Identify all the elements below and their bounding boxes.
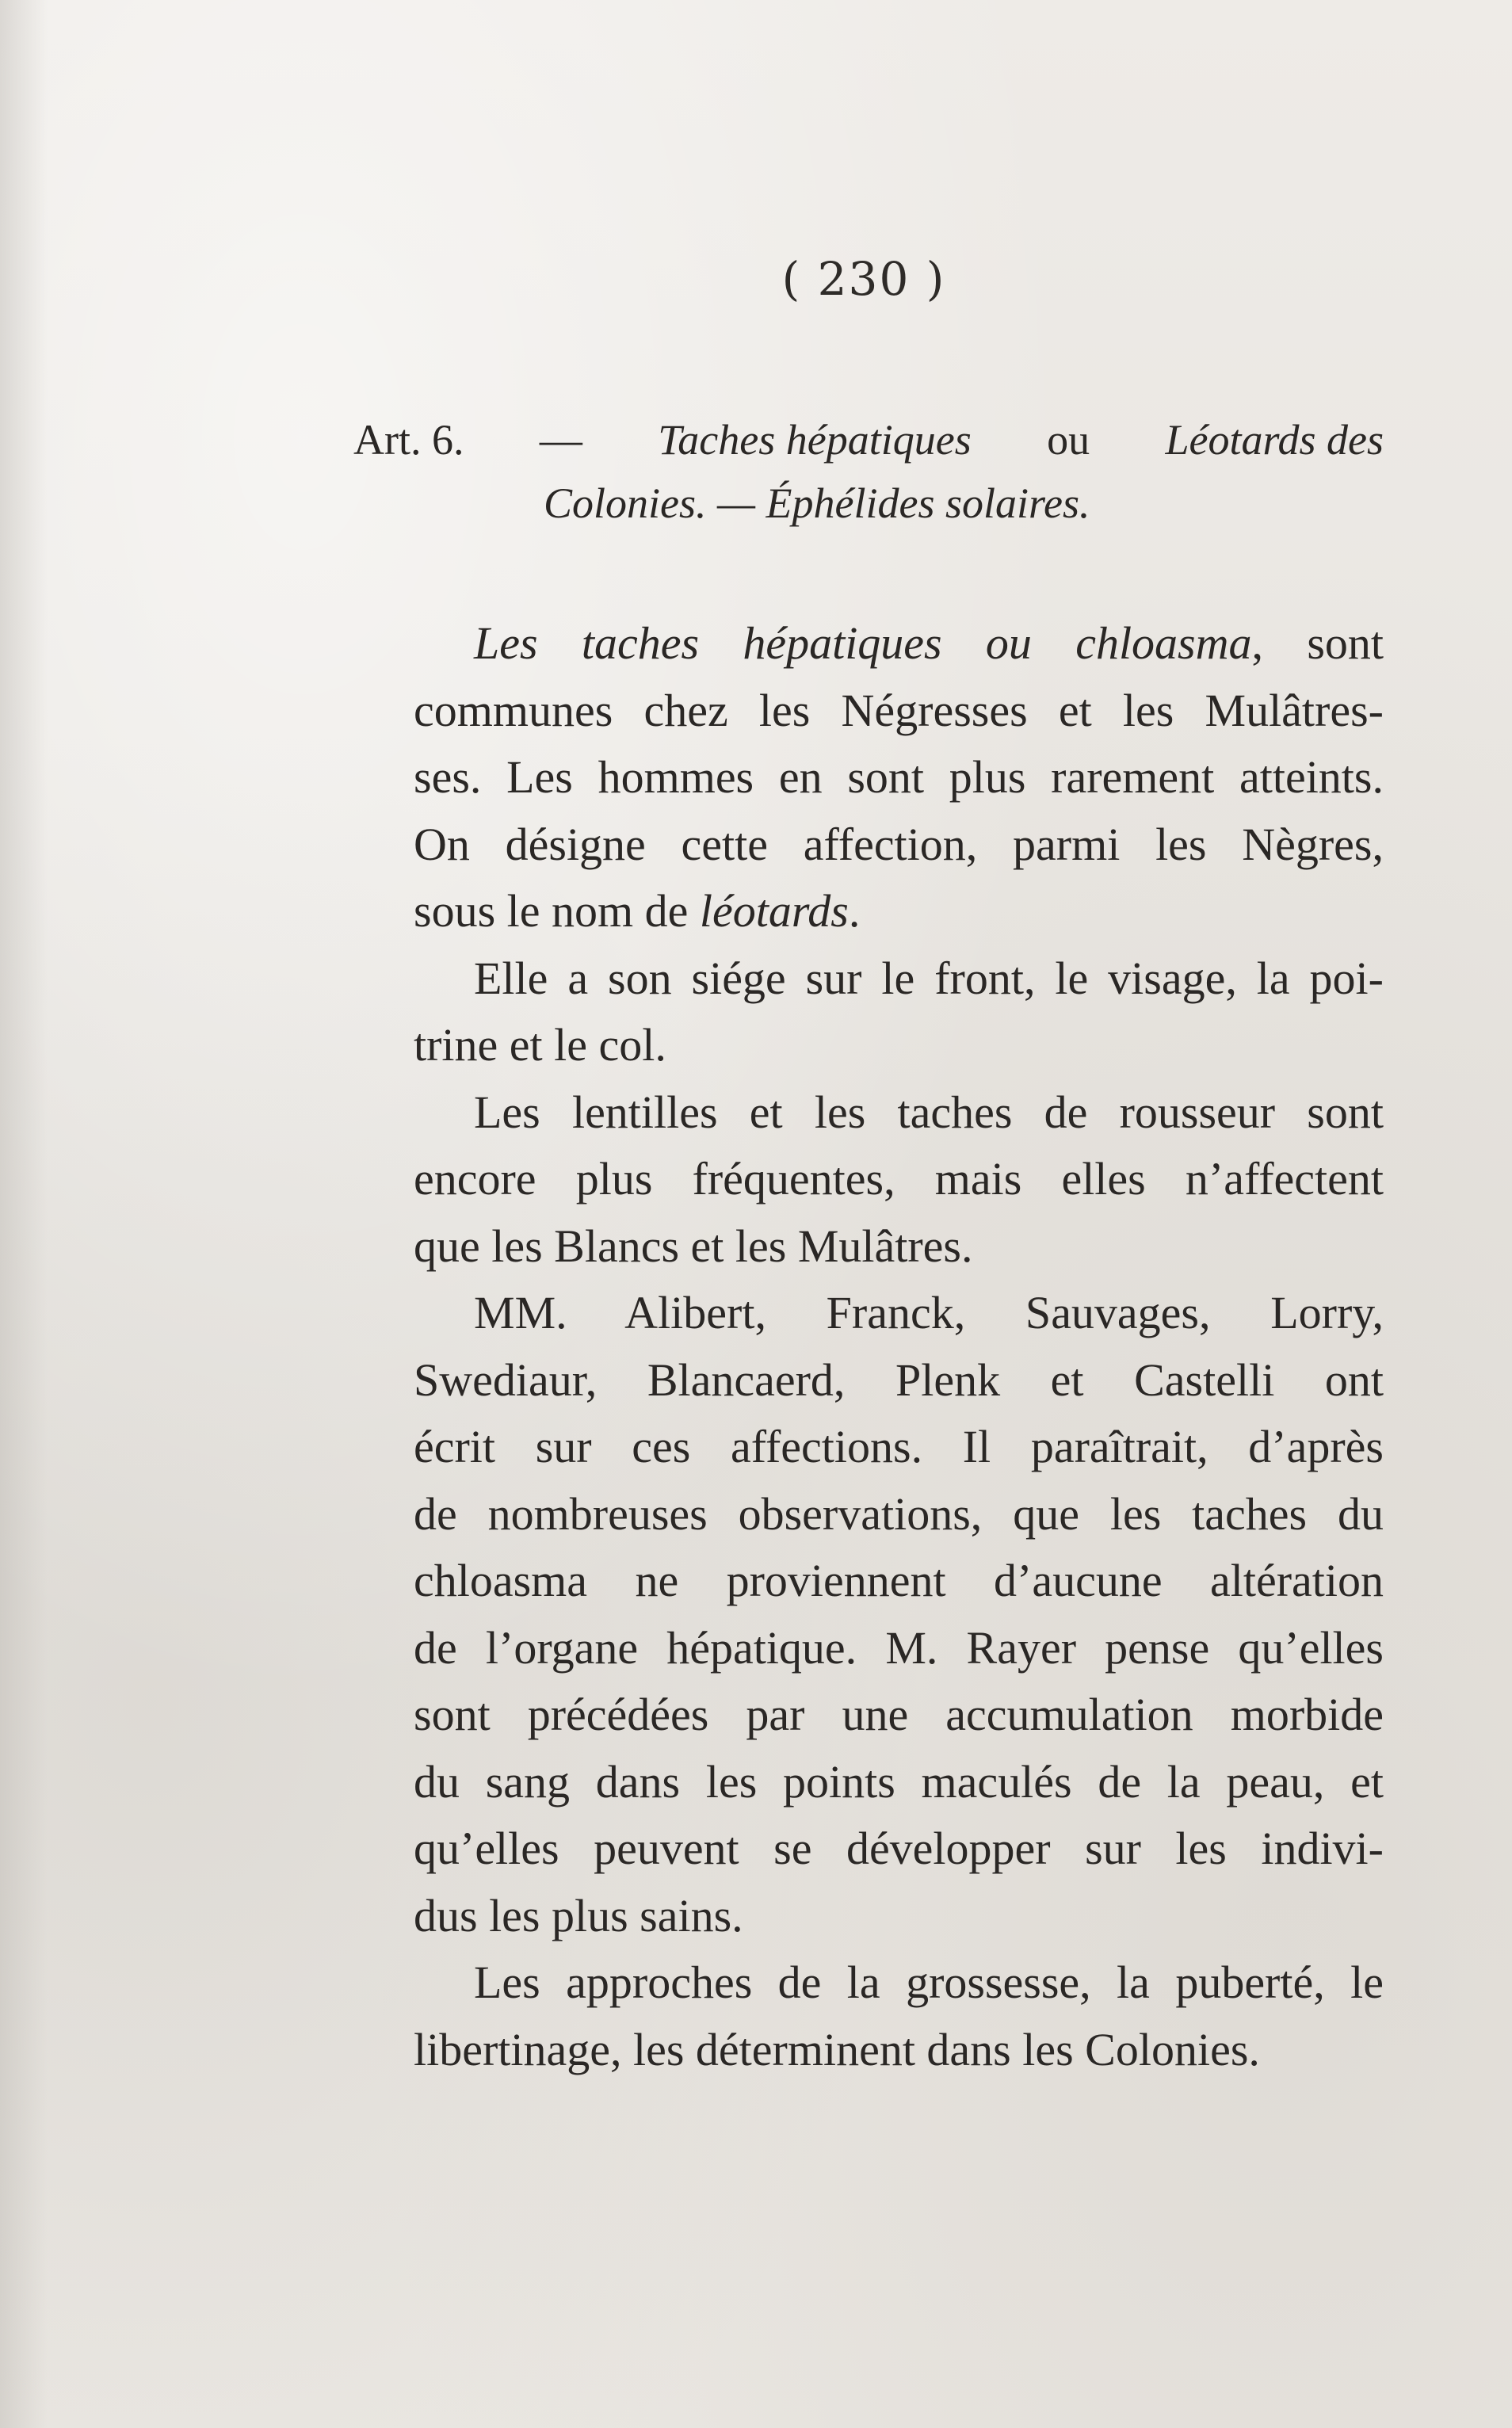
gutter-shadow [0, 0, 48, 2428]
heading-ou: ou [1047, 416, 1090, 464]
text-line: Les lentilles et les taches de rousseur sont [474, 1086, 1384, 1138]
heading-line-2: Colonies. — Éphélides solaires. [544, 479, 1090, 527]
text-line: dus les plus sains. [414, 1889, 743, 1941]
text-line: qu’elles peuvent se développer sur les indivi- [414, 1823, 1384, 1874]
text-line: encore plus fréquentes, mais elles n’affectent [414, 1153, 1384, 1204]
text-line: sont précédées par une accumulation morbide [414, 1689, 1384, 1740]
text-line: On désigne cette affection, parmi les Nègres, [414, 818, 1384, 870]
text-line: Swediaur, Blancaerd, Plenk et Castelli ont [414, 1353, 1384, 1406]
paragraph-2 [353, 945, 1384, 1079]
text-line: communes chez les Négresses et les Mulâtres- [414, 684, 1384, 736]
text-line: que les Blancs et les Mulâtres. [414, 1220, 973, 1272]
text-line: MM. Alibert, Franck, Sauvages, Lorry, [474, 1287, 1384, 1338]
page-number: ( 230 ) [781, 252, 946, 306]
body-text [353, 610, 1384, 2083]
text-line: chloasma ne proviennent d’aucune altération [414, 1555, 1384, 1606]
paragraph-1 [353, 610, 1384, 945]
paragraph-4 [353, 1280, 1384, 1949]
heading-dash: — [539, 416, 582, 464]
text-line: de nombreuses observations, que les taches du [414, 1487, 1384, 1540]
text-line: libertinage, les déterminent dans les Colonies. [414, 2023, 1260, 2075]
paragraph-5 [353, 1949, 1384, 2083]
text-line: Les approches de la grossesse, la puberté, le [474, 1957, 1384, 2008]
text-line: ses. Les hommes en sont plus rarement atteints. [414, 751, 1384, 803]
text-line: Les taches hépatiques ou chloasma, sont [474, 617, 1384, 669]
heading-line-1 [353, 408, 1384, 471]
heading-title-part1: Taches hépatiques [658, 416, 972, 464]
text-line: sous le nom de léotards. [414, 885, 861, 937]
paragraph-3 [353, 1079, 1384, 1281]
text-line: écrit sur ces affections. Il paraîtrait, d’après [414, 1421, 1384, 1472]
text-line: de l’organe hépatique. M. Rayer pense qu’elles [414, 1621, 1384, 1674]
article-heading [353, 408, 1384, 535]
text-line: du sang dans les points maculés de la peau, et [414, 1755, 1384, 1808]
heading-title-part2: Léotards des [1165, 416, 1384, 464]
article-number: Art. 6. [353, 416, 464, 464]
text-line: trine et le col. [414, 1019, 666, 1071]
text-line: Elle a son siége sur le front, le visage, la poi- [474, 952, 1384, 1004]
